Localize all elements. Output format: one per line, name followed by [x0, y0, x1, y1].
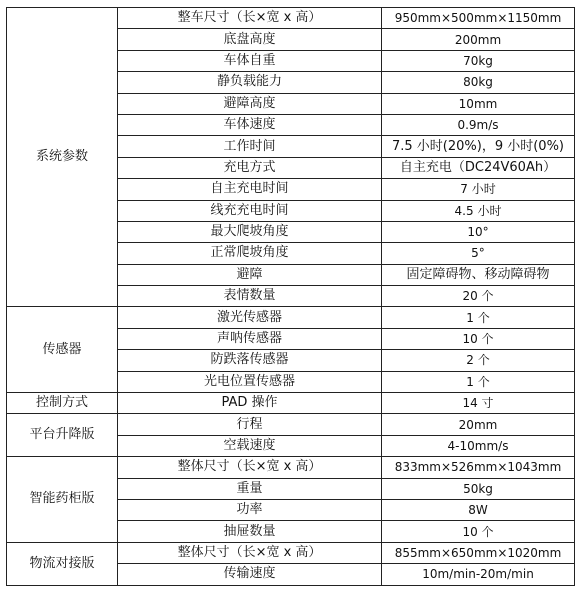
item-cell: 工作时间 [118, 136, 382, 157]
value-cell: 80kg [382, 72, 575, 93]
item-cell: 线充充电时间 [118, 200, 382, 221]
item-cell: 光电位置传感器 [118, 371, 382, 392]
table-row [7, 393, 575, 414]
value-cell: 4-10mm/s [382, 435, 575, 456]
value-cell: 855mm×650mm×1020mm [382, 542, 575, 563]
item-cell: 激光传感器 [118, 307, 382, 328]
value-cell: 833mm×526mm×1043mm [382, 457, 575, 478]
item-cell: 功率 [118, 499, 382, 520]
item-cell: 声呐传感器 [118, 328, 382, 349]
table-row [7, 414, 575, 435]
value-cell: 10° [382, 221, 575, 242]
value-cell: 1 个 [382, 371, 575, 392]
value-cell: 1 个 [382, 307, 575, 328]
category-cell-control-method: 控制方式 [7, 393, 118, 414]
item-cell: PAD 操作 [118, 393, 382, 414]
category-cell-logistics-docking: 物流对接版 [7, 542, 118, 585]
item-cell: 传输速度 [118, 564, 382, 585]
value-cell: 20mm [382, 414, 575, 435]
table-row [7, 8, 575, 29]
item-cell: 整体尺寸（长×宽 x 高） [118, 457, 382, 478]
value-cell: 950mm×500mm×1150mm [382, 8, 575, 29]
value-cell: 10 个 [382, 521, 575, 542]
value-cell: 10m/min-20m/min [382, 564, 575, 585]
item-cell: 表情数量 [118, 286, 382, 307]
value-cell: 5° [382, 243, 575, 264]
item-cell: 车体自重 [118, 50, 382, 71]
value-cell: 20 个 [382, 286, 575, 307]
value-cell: 4.5 小时 [382, 200, 575, 221]
item-cell: 行程 [118, 414, 382, 435]
item-cell: 空载速度 [118, 435, 382, 456]
item-cell: 正常爬坡角度 [118, 243, 382, 264]
category-cell-medicine-cabinet: 智能药柜版 [7, 457, 118, 543]
spec-table-body [7, 8, 575, 586]
item-cell: 抽屉数量 [118, 521, 382, 542]
item-cell: 整体尺寸（长×宽 x 高） [118, 542, 382, 563]
value-cell: 14 寸 [382, 393, 575, 414]
item-cell: 避障 [118, 264, 382, 285]
table-row [7, 457, 575, 478]
value-cell: 7 小时 [382, 179, 575, 200]
category-cell-lift-platform: 平台升降版 [7, 414, 118, 457]
value-cell: 70kg [382, 50, 575, 71]
value-cell: 0.9m/s [382, 114, 575, 135]
item-cell: 静负载能力 [118, 72, 382, 93]
item-cell: 整车尺寸（长×宽 x 高） [118, 8, 382, 29]
value-cell: 固定障碍物、移动障碍物 [382, 264, 575, 285]
value-cell: 200mm [382, 29, 575, 50]
value-cell: 10 个 [382, 328, 575, 349]
item-cell: 重量 [118, 478, 382, 499]
category-cell-system-params: 系统参数 [7, 8, 118, 307]
item-cell: 底盘高度 [118, 29, 382, 50]
item-cell: 最大爬坡角度 [118, 221, 382, 242]
value-cell: 7.5 小时(20%)，9 小时(0%) [382, 136, 575, 157]
item-cell: 防跌落传感器 [118, 350, 382, 371]
item-cell: 避障高度 [118, 93, 382, 114]
item-cell: 充电方式 [118, 157, 382, 178]
value-cell: 2 个 [382, 350, 575, 371]
value-cell: 50kg [382, 478, 575, 499]
value-cell: 自主充电（DC24V60Ah） [382, 157, 575, 178]
item-cell: 车体速度 [118, 114, 382, 135]
table-row [7, 307, 575, 328]
item-cell: 自主充电时间 [118, 179, 382, 200]
table-row [7, 542, 575, 563]
spec-table [6, 7, 575, 586]
value-cell: 8W [382, 499, 575, 520]
value-cell: 10mm [382, 93, 575, 114]
category-cell-sensors: 传感器 [7, 307, 118, 393]
